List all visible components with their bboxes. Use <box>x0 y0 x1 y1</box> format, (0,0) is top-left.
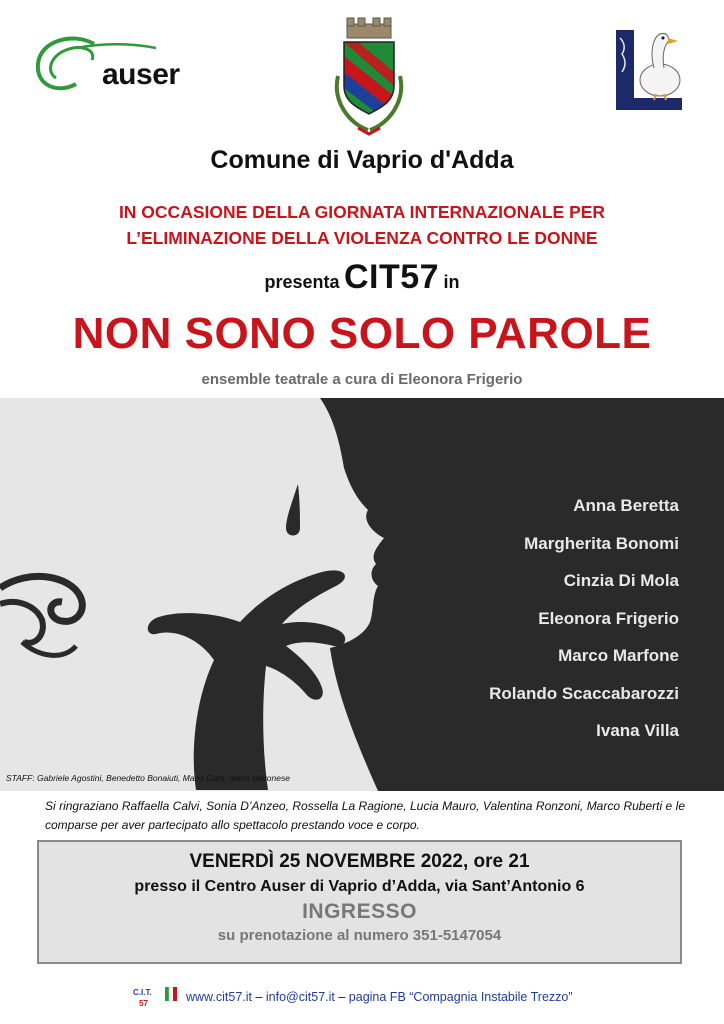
coat-of-arms-icon <box>328 16 410 140</box>
cast-member: Anna Beretta <box>573 496 679 515</box>
cast-member: Marco Marfone <box>558 646 679 665</box>
thanks-paragraph: Si ringraziano Raffaella Calvi, Sonia D’Anzeo, Rossella La Ragione, Lucia Mauro, Valentina Ronzoni, Marco Ruberti e le comparse per aver partecipato allo spettacolo prestando voce e corpo. <box>45 799 685 832</box>
company-name: CIT57 <box>343 258 440 296</box>
svg-text:C.I.T.: C.I.T. <box>133 988 152 997</box>
cast-member: Margherita Bonomi <box>524 533 679 553</box>
footer-separator: – <box>334 990 349 1004</box>
presenta-row <box>0 258 724 297</box>
occasione-text <box>0 199 724 251</box>
cit57-logo <box>133 985 179 1009</box>
comune-heading: Comune di Vaprio d'Adda <box>210 146 514 174</box>
cast-member: Rolando Scaccabarozzi <box>489 683 679 703</box>
prenotazione-text: su prenotazione al numero 351-5147054 <box>217 927 502 944</box>
presenta-word: presenta <box>264 272 340 292</box>
auser-logo <box>36 34 206 96</box>
occasione-line-1: IN OCCASIONE DELLA GIORNATA INTERNAZIONALE PER <box>118 202 606 222</box>
footer-contacts <box>186 990 573 1004</box>
cast-list <box>489 496 679 759</box>
cast-member: Cinzia Di Mola <box>563 571 679 590</box>
cit57-logo-icon <box>133 985 179 1009</box>
show-title: NON SONO SOLO PAROLE <box>72 309 652 358</box>
staff-credits: STAFF: Gabriele Agostini, Benedetto Bonaiuti, Mario Corti, Ivano Maronese <box>6 773 290 783</box>
auser-logo-text: auser <box>102 58 180 91</box>
facebook-page-text: pagina FB “Compagnia Instabile Trezzo” <box>348 990 573 1004</box>
cast-member: Ivana Villa <box>596 721 679 740</box>
website-link[interactable]: www.cit57.it <box>186 990 252 1004</box>
poster-image-band <box>0 398 724 791</box>
goose-logo <box>612 24 688 116</box>
ingresso-label: INGRESSO <box>302 900 417 923</box>
ensemble-subtitle: ensemble teatrale a cura di Eleonora Frigerio <box>201 371 523 388</box>
cast-member: Eleonora Frigerio <box>538 608 679 628</box>
woman-silhouette <box>0 398 384 791</box>
occasione-line-2: L’ELIMINAZIONE DELLA VIOLENZA CONTRO LE DONNE <box>126 228 598 248</box>
email-link[interactable]: info@cit57.it <box>265 990 335 1004</box>
event-date: VENERDÌ 25 NOVEMBRE 2022, ore 21 <box>189 851 530 872</box>
svg-text:57: 57 <box>139 999 148 1008</box>
goose-letter-l-icon <box>612 24 688 116</box>
event-place: presso il Centro Auser di Vaprio d’Adda, via Sant’Antonio 6 <box>134 878 585 895</box>
footer <box>0 985 724 1013</box>
in-word: in <box>443 272 460 292</box>
event-info-box <box>37 840 682 964</box>
footer-separator: – <box>252 990 266 1004</box>
coat-of-arms <box>328 16 410 140</box>
